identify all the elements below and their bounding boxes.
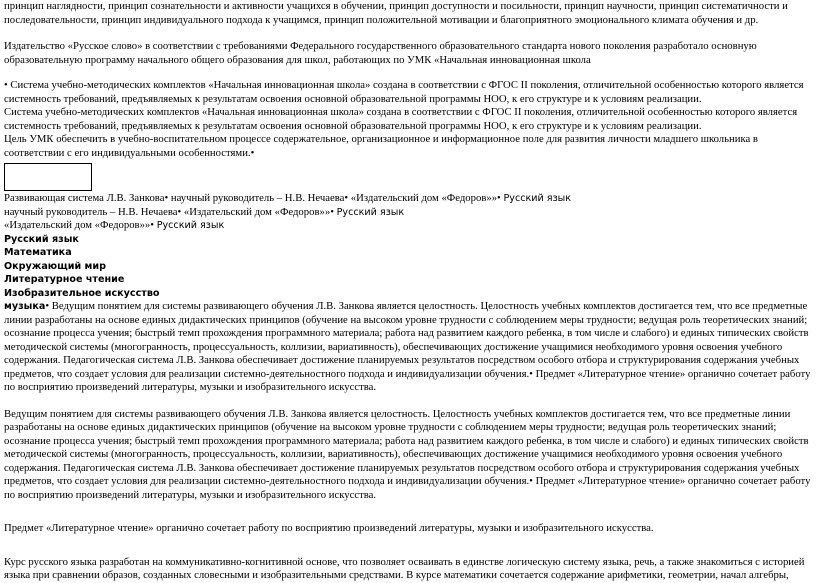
paragraph-literature: Предмет «Литературное чтение» органично сочетает работу по восприятию произведений литературы, музыки и изобразительного искусства.	[4, 522, 654, 534]
paragraph-principles: принцип наглядности, принцип сознательности и активности учащихся в обучении, принцип доступности и посильности, принцип научности, принцип систематичности и последовательности, принцип индивидуального подхода к учащимся, принцип положительной мотивации и благоприятного эмоционального климата обучения и др.	[4, 0, 788, 26]
subject-art: Изобразительное искусство	[4, 287, 160, 299]
line-publisher-subject: Русский язык	[156, 220, 225, 231]
paragraph-zankov-bullet-text: • Ведущим понятием для системы развивающего обучения Л.В. Занкова является целостность. Целостность учебных комплектов достигается тем, что все предметные линии разработаны на основе единых дидактических принципов (обучение на высоком уровне трудности с соблюдением меры трудности; ведущая роль теоретических знаний; осознание процесса учения; быстрый темп прохождения программного материала; работа над развитием каждого ребенка, в том числе и слабого) и единых типических свойств методической системы (многогранность, процессуальность, коллизии, вариативность), обеспечивающих достижение учащимися необходимого уровня освоения учебного содержания. Педагогическая система Л.В. Занкова обеспечивает достижение планируемых результатов посредством особого отбора и структурирования содержания учебных предметов, что создает условия для реализации системно-деятельностного подхода и индивидуализации обучения.• Предмет «Литературное чтение» органично сочетает работу по восприятию произведений литературы, музыки и изобразительного искусства.	[4, 300, 811, 393]
line-zankov-text: Развивающая система Л.В. Занкова• научный руководитель – Н.В. Нечаева• «Издательский дом «Федоров»»•	[4, 192, 504, 204]
paragraph-goal: Цель УМК обеспечить в учебно-воспитательном процессе содержательное, организационное и информационное поле для развития личности младшего школьника в соответствии с его индивидуальными особенностями.•	[4, 133, 758, 159]
line-supervisor	[4, 206, 812, 220]
line-supervisor-subject: Русский язык	[336, 206, 405, 218]
paragraph-zankov: Ведущим понятием для системы развивающего обучения Л.В. Занкова является целостность. Целостность учебных комплектов достигается тем, что все предметные линии разработаны на основе единых дидактических принципов (обучение на высоком уровне трудности с соблюдением меры трудности; ведущая роль теоретических знаний; осознание процесса учения; быстрый темп прохождения программного материала; работа над развитием каждого ребенка, в том числе и слабого) и единых типических свойств методической системы (многогранность, процессуальность, коллизии, вариативность), обеспечивающих достижение учащимися необходимого уровня освоения учебного содержания. Педагогическая система Л.В. Занкова обеспечивает достижение планируемых результатов посредством особого отбора и структурирования содержания учебных предметов, что создает условия для реализации системно-деятельностного подхода и индивидуализации обучения.• Предмет «Литературное чтение» органично сочетает работу по восприятию произведений литературы, музыки и изобразительного искусства.	[4, 407, 811, 501]
paragraph-system: Система учебно-методических комплектов «Начальная инновационная школа» создана в соответствии с ФГОС II поколения, отличительной особенностью которого является системность требований, предъявляемых к результатам освоения основной образовательной программы НОО, к его структуре и к условиям реализации.	[4, 106, 798, 132]
line-zankov-system	[4, 192, 812, 206]
line-supervisor-text: научный руководитель – Н.В. Нечаева• «Издательский дом «Федоров»»•	[4, 205, 337, 218]
subject-world: Окружающий мир	[4, 260, 106, 272]
paragraph-zankov-bullet	[4, 300, 812, 395]
empty-box	[4, 163, 92, 191]
subject-music: музыка	[4, 301, 46, 312]
paragraph-publisher: Издательство «Русское слово» в соответствии с требованиями Федерального государственного образовательного стандарта нового поколения разработало основную образовательную программу начального общего образования для школ, работающих по УМК «Начальная инновационная школа	[4, 40, 757, 66]
subject-reading: Литературное чтение	[4, 274, 125, 285]
line-zankov-subject: Русский язык	[503, 193, 572, 204]
line-publisher	[4, 219, 812, 233]
paragraph-russian-course: Курс русского языка разработан на коммуникативно-когнитивной основе, что позволяет осваивать в единстве логическую систему языка, речь, а также знакомиться с историей языка при сравнении образов, созданных словесными и изобразительными средствами. В курсе математики сочетается содержание арифметики, геометрии, начал алгебры,	[4, 555, 805, 581]
paragraph-system-bullet: • Система учебно-методических комплектов «Начальная инновационная школа» создана в соответствии с ФГОС II поколения, отличительной особенностью которого является системность требований, предъявляемых к результатам освоения основной образовательной программы НОО, к его структуре и к условиям реализации.	[4, 79, 804, 105]
line-publisher-text: «Издательский дом «Федоров»»•	[4, 219, 157, 231]
subject-russian: Русский язык	[4, 233, 79, 245]
subject-math: Математика	[4, 247, 72, 258]
